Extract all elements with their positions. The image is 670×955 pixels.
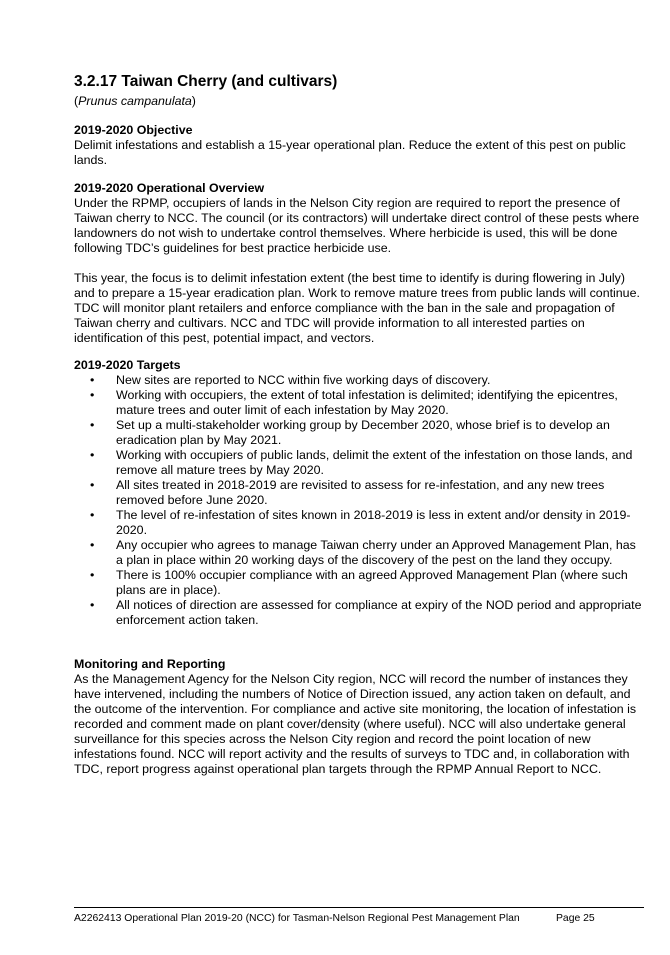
objective-section	[74, 123, 646, 168]
target-item: • Working with occupiers of public lands, delimit the extent of the infestation on those lands, and remove all mature trees by May 2020.	[74, 448, 646, 478]
target-item: • The level of re-infestation of sites known in 2018-2019 is less in extent and/or density in 2019-2020.	[74, 508, 646, 538]
overview-paragraph-2: This year, the focus is to delimit infestation extent (the best time to identify is during flowering in July) and to prepare a 15-year eradication plan. Work to remove mature trees from public lands will continue. TDC will monitor plant retailers and enforce compliance with the ban in the sale and propagation of Taiwan cherry and cultivars. NCC and TDC will provide information to all interested parties on identification of this pest, potential impact, and vectors.	[74, 271, 640, 345]
target-item: • All sites treated in 2018-2019 are revisited to assess for re-infestation, and any new trees removed before June 2020.	[74, 478, 646, 508]
targets-section	[74, 358, 646, 628]
sci-name-italic: Prunus campanulata	[78, 94, 192, 108]
overview-paragraph-1: Under the RPMP, occupiers of lands in the Nelson City region are required to report the presence of Taiwan cherry to NCC. The council (or its contractors) will undertake direct control of these pests where landowners do not wish to undertake control themselves. Where herbicide is used, this will be done following TDC’s guidelines for best practice herbicide use.	[74, 196, 640, 255]
target-item: • New sites are reported to NCC within five working days of discovery.	[74, 373, 646, 388]
target-item: • Any occupier who agrees to manage Taiwan cherry under an Approved Management Plan, has a plan in place within 20 working days of the discovery of the pest on the land they occupy.	[74, 538, 646, 568]
objective-text: Delimit infestations and establish a 15-year operational plan. Reduce the extent of this pest on public lands.	[74, 138, 626, 167]
sci-paren-close: )	[191, 94, 196, 108]
targets-heading: 2019-2020 Targets	[74, 358, 181, 372]
monitoring-heading: Monitoring and Reporting	[74, 657, 226, 671]
target-item: • There is 100% occupier compliance with an agreed Approved Management Plan (where such plans are in place).	[74, 568, 646, 598]
footer-page-number: Page 25	[556, 913, 595, 924]
sci-paren-open: (	[74, 94, 79, 108]
overview-section	[74, 181, 646, 346]
monitoring-text: As the Management Agency for the Nelson City region, NCC will record the number of instances they have intervened, including the numbers of Notice of Direction issued, any action taken on default, and the outcome of the intervention. For compliance and active site monitoring, the location of infestation is recorded and comment made on plant cover/density (where useful). NCC will also undertake general surveillance for this species across the Nelson City region and record the point location of new infestations found. NCC will report activity and the results of surveys to TDC and, in collaboration with TDC, report progress against operational plan targets through the RPMP Annual Report to NCC.	[74, 672, 637, 776]
section-title: 3.2.17 Taiwan Cherry (and cultivars)	[74, 73, 338, 90]
target-item: • Working with occupiers, the extent of total infestation is delimited; identifying the epicentres, mature trees and outer limit of each infestation by May 2020.	[74, 388, 646, 418]
scientific-name	[74, 94, 196, 109]
targets-list	[74, 373, 646, 628]
footer-rule	[74, 907, 644, 908]
objective-heading: 2019-2020 Objective	[74, 123, 193, 137]
target-item: • Set up a multi-stakeholder working group by December 2020, whose brief is to develop an eradication plan by May 2021.	[74, 418, 646, 448]
overview-heading: 2019-2020 Operational Overview	[74, 181, 265, 195]
footer-document-reference: A2262413 Operational Plan 2019-20 (NCC) for Tasman-Nelson Regional Pest Management Plan	[74, 913, 520, 924]
target-item: • All notices of direction are assessed for compliance at expiry of the NOD period and appropriate enforcement action taken.	[74, 598, 646, 628]
monitoring-section	[74, 657, 646, 777]
